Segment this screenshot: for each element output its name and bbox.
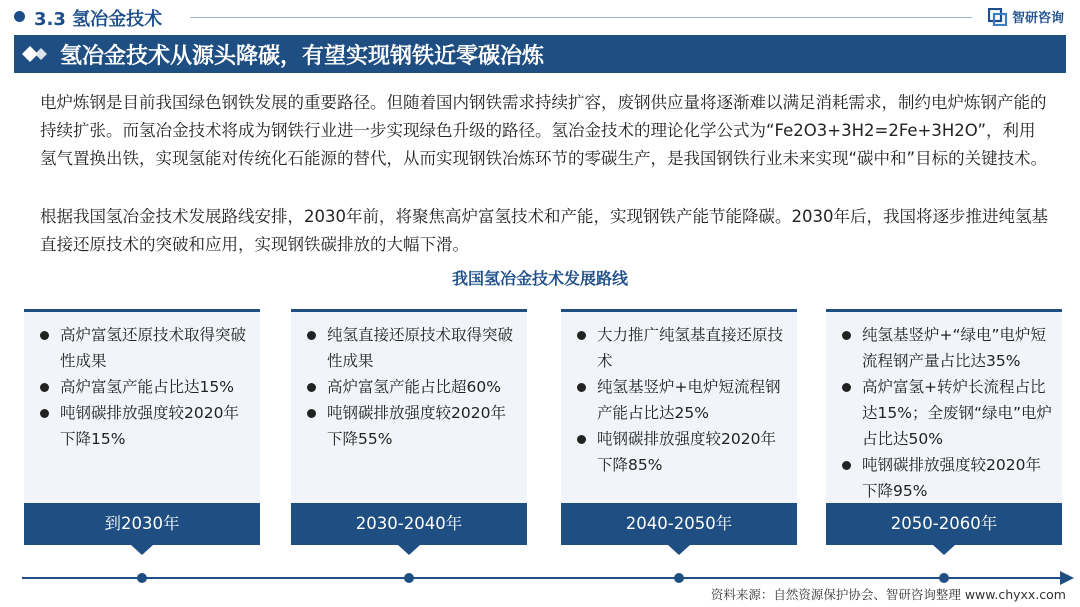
- stage-item: [305, 374, 519, 400]
- timeline-node: [674, 573, 684, 583]
- stage-item: [840, 374, 1054, 452]
- stage-item-list: [24, 312, 260, 452]
- bullet-icon: [40, 331, 49, 340]
- brand-logo-icon: [988, 8, 1008, 26]
- bullet-icon: [307, 383, 316, 392]
- source-note: 资料来源：自然资源保护协会、智研咨询整理 www.chyxx.com: [710, 587, 1066, 602]
- bullet-icon: [40, 409, 49, 418]
- timeline-node: [939, 573, 949, 583]
- section-title: 3.3 氢冶金技术: [34, 9, 163, 30]
- stage-period-label: 2030-2040年: [291, 503, 527, 545]
- bullet-icon: [842, 331, 851, 340]
- diamond-icon: [22, 46, 50, 62]
- stage-item-text: 高炉富氢产能占比超60%: [327, 378, 501, 396]
- title-banner: [14, 35, 1066, 73]
- stage-item-list: [561, 312, 797, 478]
- stage-card: [561, 309, 797, 506]
- stage-item: [575, 322, 789, 374]
- roadmap-title: 我国氢冶金技术发展路线: [451, 269, 628, 288]
- paragraph-1: 电炉炼钢是目前我国绿色钢铁发展的重要路径。但随着国内钢铁需求持续扩容，废钢供应量将逐渐难以满足消耗需求，制约电炉炼钢产能的持续扩张。而氢冶金技术将成为钢铁行业进一步实现绿色升级的路径。氢冶金技术的理论化学公式为“Fe2O3+3H2=2Fe+3H2O”，利用氢气置换出铁，实现氢能对传统化石能源的替代，从而实现钢铁冶炼环节的零碳生产，是我国钢铁行业未来实现“碳中和”目标的关键技术。: [40, 93, 1048, 168]
- bullet-icon: [40, 383, 49, 392]
- bullet-icon: [577, 435, 586, 444]
- paragraph-2: 根据我国氢冶金技术发展路线安排，2030年前，将聚焦高炉富氢技术和产能，实现钢铁产能节能降碳。2030年后，我国将逐步推进纯氢基直接还原技术的突破和应用，实现钢铁碳排放的大幅下滑。: [40, 207, 1048, 254]
- stage-item: [305, 400, 519, 452]
- pointer-arrow-icon: [668, 545, 690, 555]
- stage-item-text: 纯氢直接还原技术取得突破性成果: [327, 326, 514, 370]
- stage-item-text: 高炉富氢产能占比达15%: [60, 378, 234, 396]
- pointer-arrow-icon: [131, 545, 153, 555]
- pointer-arrow-icon: [398, 545, 420, 555]
- stage-card: [291, 309, 527, 506]
- bullet-icon: [842, 383, 851, 392]
- stage-item: [38, 374, 252, 400]
- stage-period-label: 2040-2050年: [561, 503, 797, 545]
- stage-item: [38, 400, 252, 452]
- bullet-icon: [842, 461, 851, 470]
- stage-period-label: 到2030年: [24, 503, 260, 545]
- stage-item-text: 高炉富氢+转炉长流程占比达15%；全废钢“绿电”电炉占比达50%: [862, 378, 1053, 448]
- section-divider: [190, 17, 972, 18]
- stage-item-list: [291, 312, 527, 452]
- stage-card: [24, 309, 260, 506]
- top-bar: [0, 0, 1080, 34]
- bullet-icon: [307, 409, 316, 418]
- stage-item-text: 吨钢碳排放强度较2020年下降55%: [327, 404, 506, 448]
- timeline-node: [137, 573, 147, 583]
- stage-item: [840, 322, 1054, 374]
- stage-item-text: 纯氢基竖炉+电炉短流程钢产能占比达25%: [597, 378, 781, 422]
- stage-item-text: 纯氢基竖炉+“绿电”电炉短流程钢产量占比达35%: [862, 326, 1047, 370]
- bullet-icon: [577, 331, 586, 340]
- stage-item: [840, 452, 1054, 504]
- brand-name: 智研咨询: [1012, 11, 1065, 26]
- section-dot: [14, 11, 25, 22]
- stage-period-label: 2050-2060年: [826, 503, 1062, 545]
- page-title: 氢冶金技术从源头降碳，有望实现钢铁近零碳冶炼: [60, 44, 545, 69]
- stage-item: [38, 322, 252, 374]
- stage-item: [575, 426, 789, 478]
- stage-item: [305, 322, 519, 374]
- stage-card: [826, 309, 1062, 506]
- stage-item-text: 大力推广纯氢基直接还原技术: [597, 326, 784, 370]
- bullet-icon: [577, 383, 586, 392]
- stage-item-text: 高炉富氢还原技术取得突破性成果: [60, 326, 247, 370]
- pointer-arrow-icon: [933, 545, 955, 555]
- stage-item-text: 吨钢碳排放强度较2020年下降15%: [60, 404, 239, 448]
- stage-item: [575, 374, 789, 426]
- timeline-node: [404, 573, 414, 583]
- stage-item-text: 吨钢碳排放强度较2020年下降95%: [862, 456, 1041, 500]
- bullet-icon: [307, 331, 316, 340]
- stage-item-list: [826, 312, 1062, 504]
- stage-item-text: 吨钢碳排放强度较2020年下降85%: [597, 430, 776, 474]
